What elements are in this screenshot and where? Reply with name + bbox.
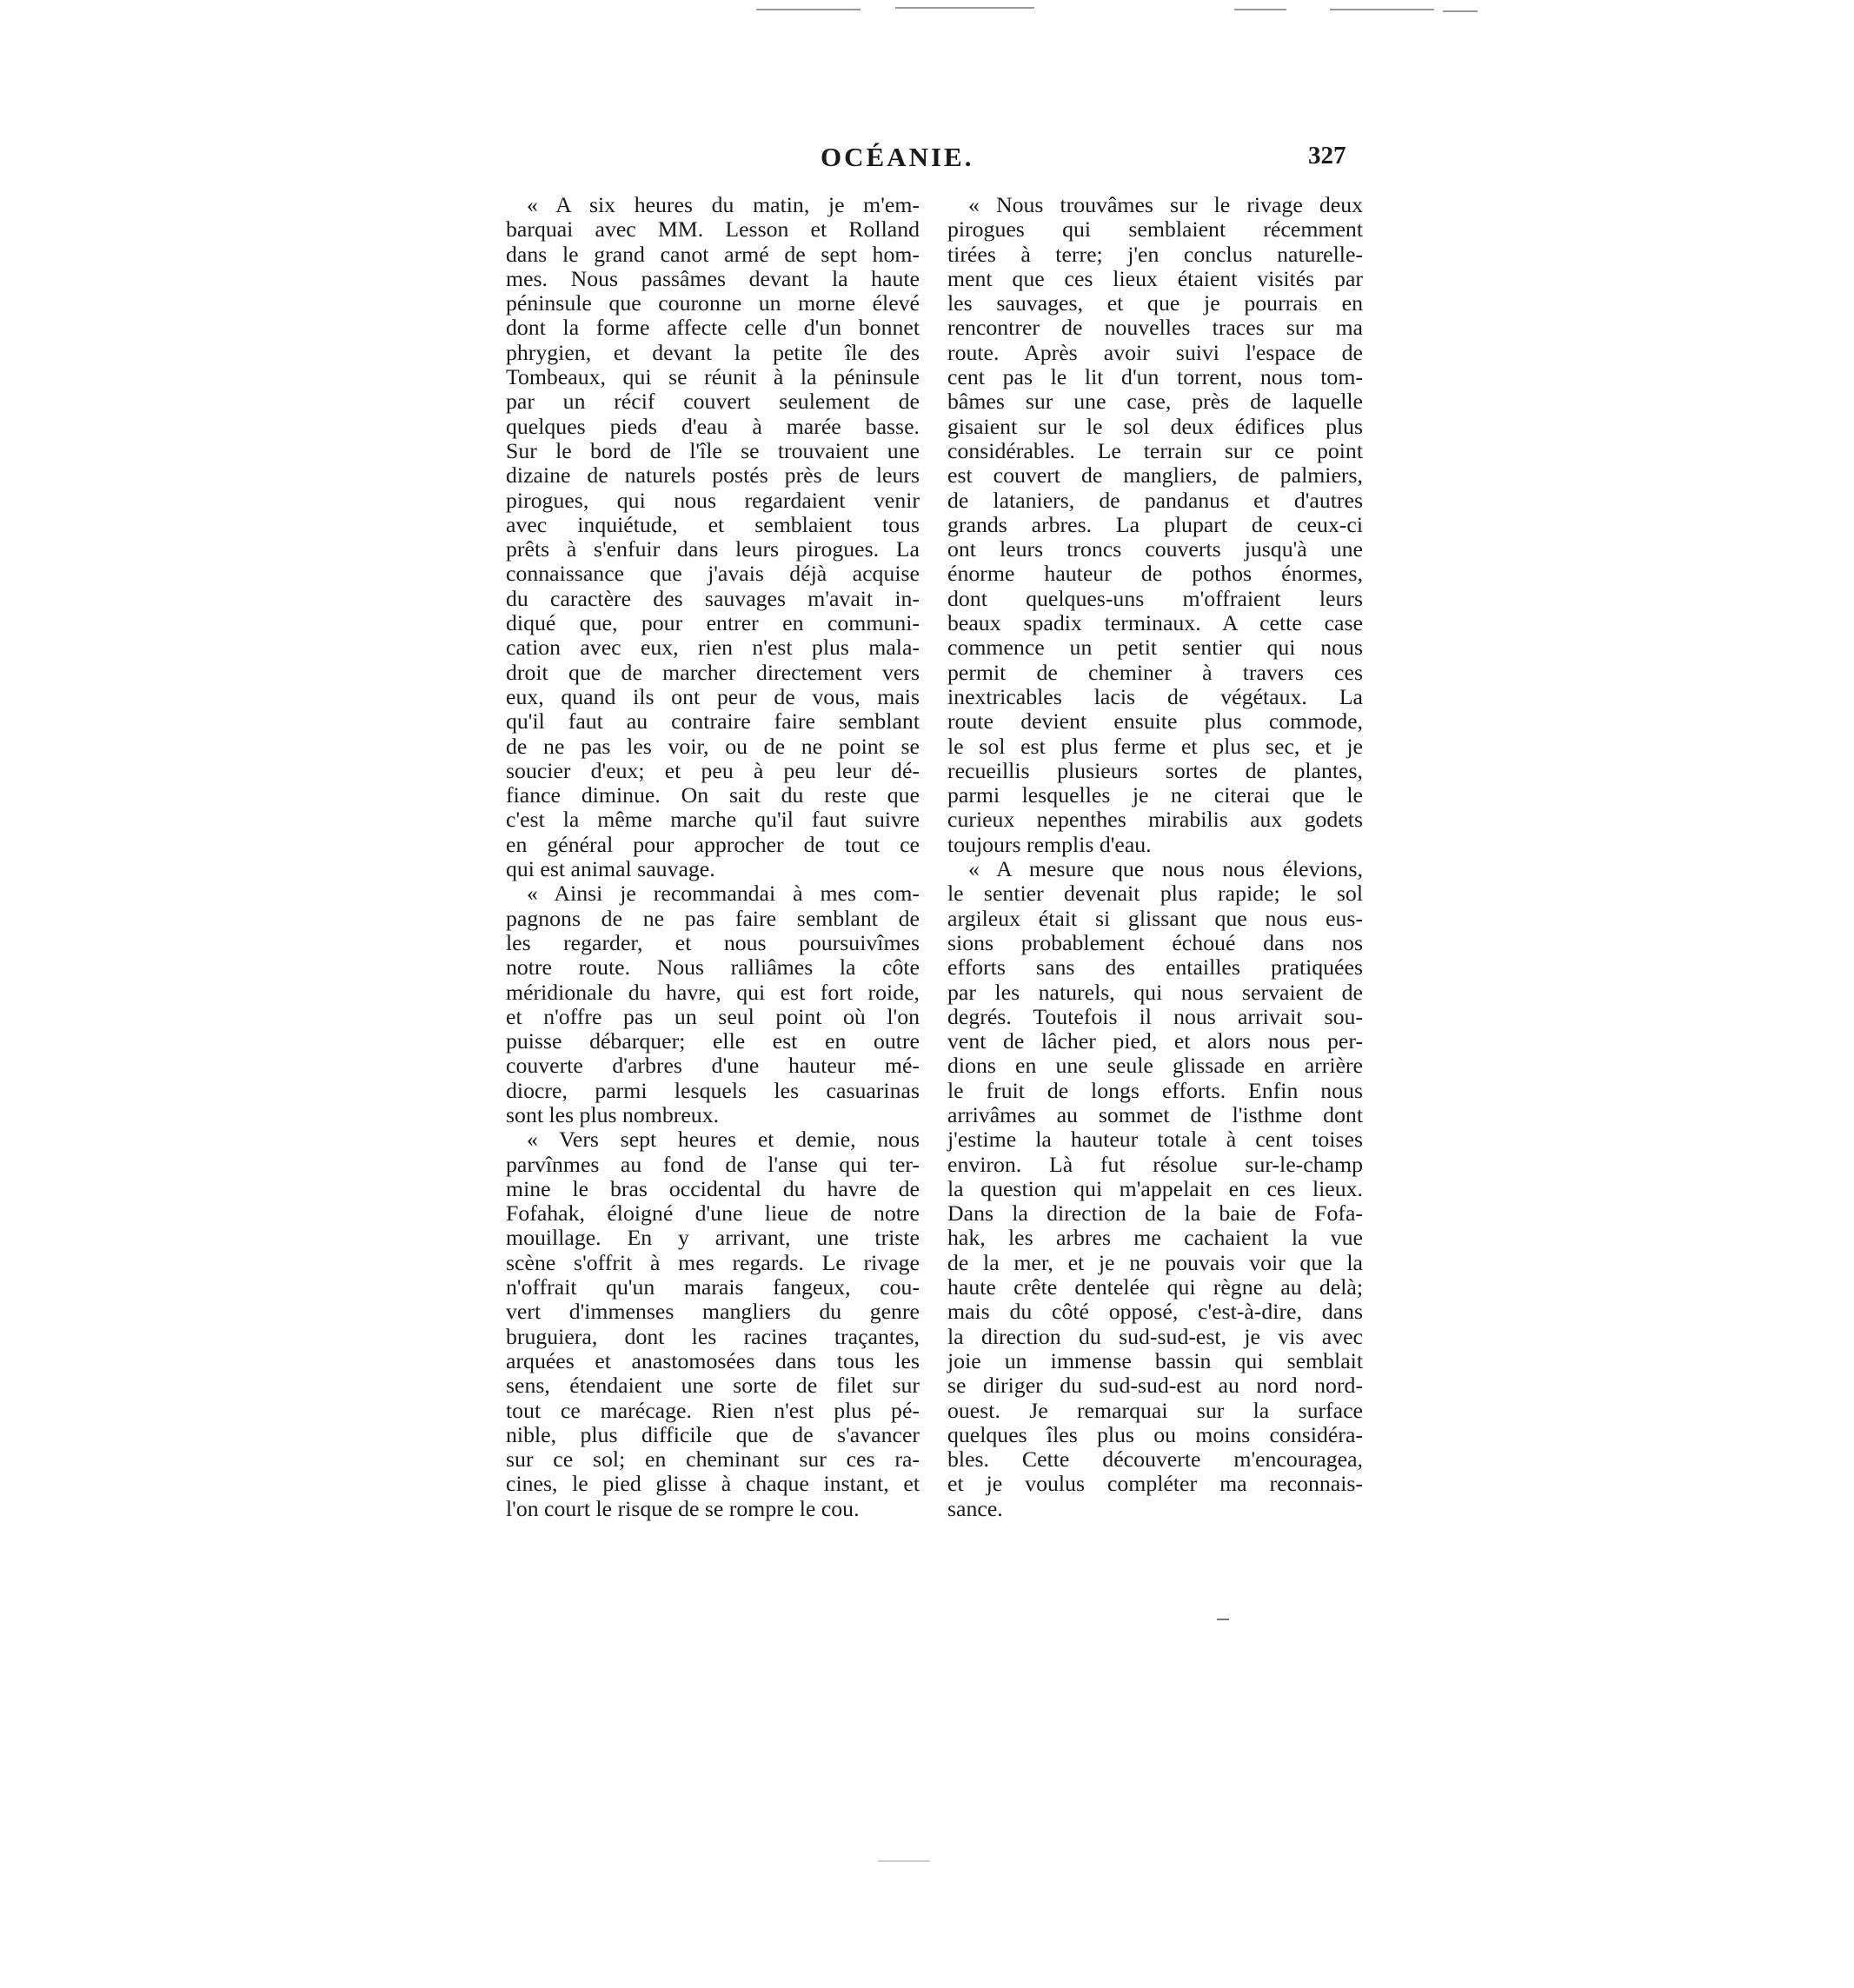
text-line: « Ainsi je recommandai à mes com- [527, 881, 920, 907]
text-line: Sur le bord de l'île se trouvaient une [506, 437, 920, 463]
text-line: par un récif couvert seulement de [506, 389, 920, 415]
text-column-right [947, 193, 1363, 1521]
text-line: ment que ces lieux étaient visités par [947, 265, 1363, 291]
text-line: gisaient sur le sol deux édifices plus [947, 413, 1363, 439]
text-line: dont quelques-uns m'offraient leurs [947, 585, 1363, 611]
text-line: ont leurs troncs couverts jusqu'à une [947, 536, 1363, 562]
text-line: tout ce marécage. Rien n'est plus pé- [506, 1397, 920, 1423]
text-line: arquées et anastomosées dans tous les [506, 1347, 920, 1373]
text-line: nible, plus difficile que de s'avancer [506, 1421, 920, 1447]
text-line: Tombeaux, qui se réunit à la péninsule [506, 364, 920, 390]
text-line: dizaine de naturels postés près de leurs [506, 462, 920, 489]
text-line: fiance diminue. On sait du reste que [506, 782, 920, 808]
text-line: la question qui m'appelait en ces lieux. [947, 1175, 1363, 1201]
text-line: « A six heures du matin, je m'em- [527, 192, 920, 217]
text-line: quelques pieds d'eau à marée basse. [506, 413, 920, 439]
text-line: dions en une seule glissade en arrière [947, 1053, 1363, 1079]
text-line: rencontrer de nouvelles traces sur ma [947, 315, 1363, 341]
text-line: argileux était si glissant que nous eus- [947, 905, 1363, 931]
text-line: les regarder, et nous poursuivîmes [506, 929, 920, 955]
text-line: environ. Là fut résolue sur-le-champ [947, 1151, 1363, 1177]
text-line: ouest. Je remarquai sur la surface [947, 1397, 1363, 1423]
text-line: Dans la direction de la baie de Fofa- [947, 1200, 1363, 1227]
text-line: commence un petit sentier qui nous [947, 635, 1363, 661]
text-line: sions probablement échoué dans nos [947, 929, 1363, 955]
text-line: de la mer, et je ne pouvais voir que la [947, 1249, 1363, 1275]
text-line: de lataniers, de pandanus et d'autres [947, 487, 1363, 513]
text-line: sance. [947, 1495, 1003, 1521]
text-line: le sol est plus ferme et plus sec, et je [947, 733, 1363, 759]
text-line: Fofahak, éloigné d'une lieue de notre [506, 1200, 920, 1227]
text-line: barquai avec MM. Lesson et Rolland [506, 216, 920, 243]
text-line: droit que de marcher directement vers [506, 659, 920, 685]
text-line: pirogues, qui nous regardaient venir [506, 487, 920, 513]
scan-artifact-top-2 [895, 7, 1034, 9]
text-line: les sauvages, et que je pourrais en [947, 290, 1363, 316]
text-line: du caractère des sauvages m'avait in- [506, 585, 920, 611]
text-line: le fruit de longs efforts. Enfin nous [947, 1077, 1363, 1103]
text-line: couverte d'arbres d'une hauteur mé- [506, 1053, 920, 1079]
text-line: scène s'offrit à mes regards. Le rivage [506, 1249, 920, 1275]
text-line: n'offrait qu'un marais fangeux, cou- [506, 1274, 920, 1300]
text-line: tirées à terre; j'en conclus naturelle- [947, 241, 1363, 267]
text-column-left [506, 193, 920, 1521]
text-line: mais du côté opposé, c'est-à-dire, dans [947, 1299, 1363, 1325]
text-line: « Nous trouvâmes sur le rivage deux [968, 192, 1363, 217]
text-line: sur ce sol; en cheminant sur ces ra- [506, 1446, 920, 1473]
text-line: méridionale du havre, qui est fort roide, [506, 979, 920, 1005]
text-line: en général pour approcher de tout ce [506, 831, 920, 857]
text-line: puisse débarquer; elle est en outre [506, 1028, 920, 1054]
text-line: inextricables lacis de végétaux. La [947, 683, 1363, 709]
text-line: efforts sans des entailles pratiquées [947, 954, 1363, 981]
text-line: mouillage. En y arrivant, une triste [506, 1225, 920, 1251]
text-line: bâmes sur une case, près de laquelle [947, 389, 1363, 415]
text-line: vert d'immenses mangliers du genre [506, 1299, 920, 1325]
text-line: grands arbres. La plupart de ceux-ci [947, 511, 1363, 537]
text-line: j'estime la hauteur totale à cent toises [947, 1127, 1363, 1153]
text-line: prêts à s'enfuir dans leurs pirogues. La [506, 536, 920, 562]
text-line: est couvert de mangliers, de palmiers, [947, 462, 1363, 489]
text-line: recueillis plusieurs sortes de plantes, [947, 757, 1363, 783]
text-line: soucier d'eux; et peu à peu leur dé- [506, 757, 920, 783]
text-line: la direction du sud-sud-est, je vis avec [947, 1323, 1363, 1349]
text-line: le sentier devenait plus rapide; le sol [947, 881, 1363, 907]
text-line: considérables. Le terrain sur ce point [947, 437, 1363, 463]
text-line: parmi lesquelles je ne citerai que le [947, 782, 1363, 808]
text-line: « A mesure que nous nous élevions, [968, 856, 1363, 882]
text-line: diocre, parmi lesquels les casuarinas [506, 1077, 920, 1103]
text-line: avec inquiétude, et semblaient tous [506, 511, 920, 537]
text-line: mine le bras occidental du havre de [506, 1175, 920, 1201]
text-line: eux, quand ils ont peur de vous, mais [506, 683, 920, 709]
text-line: notre route. Nous ralliâmes la côte [506, 954, 920, 981]
text-line: quelques îles plus ou moins considéra- [947, 1421, 1363, 1447]
text-line: route. Après avoir suivi l'espace de [947, 339, 1363, 365]
text-line: toujours remplis d'eau. [947, 831, 1152, 857]
scan-artifact-bottom-2 [1217, 1619, 1229, 1620]
text-line: dans le grand canot armé de sept hom- [506, 241, 920, 267]
page-number: 327 [1308, 142, 1346, 170]
text-line: phrygien, et devant la petite île des [506, 339, 920, 365]
text-line: pirogues qui semblaient récemment [947, 216, 1363, 243]
text-line: mes. Nous passâmes devant la haute [506, 265, 920, 291]
text-line: diqué que, pour entrer en communi- [506, 610, 920, 636]
text-line: sont les plus nombreux. [506, 1101, 720, 1127]
text-line: énorme hauteur de pothos énormes, [947, 561, 1363, 587]
text-line: curieux nepenthes mirabilis aux godets [947, 807, 1363, 833]
text-line: péninsule que couronne un morne élevé [506, 290, 920, 316]
text-line: par les naturels, qui nous servaient de [947, 979, 1363, 1005]
text-line: l'on court le risque de se rompre le cou. [506, 1495, 860, 1521]
text-line: et je voulus compléter ma reconnais- [947, 1471, 1363, 1497]
text-line: c'est la même marche qu'il faut suivre [506, 807, 920, 833]
text-line: cation avec eux, rien n'est plus mala- [506, 635, 920, 661]
text-line: hak, les arbres me cachaient la vue [947, 1225, 1363, 1251]
text-line: de ne pas les voir, ou de ne point se [506, 733, 920, 759]
text-line: bles. Cette découverte m'encouragea, [947, 1446, 1363, 1473]
scan-artifact-bottom-1 [878, 1860, 930, 1862]
text-line: permit de cheminer à travers ces [947, 659, 1363, 685]
scan-artifact-top-5 [1443, 10, 1478, 12]
text-line: « Vers sept heures et demie, nous [527, 1127, 920, 1153]
text-line: dont la forme affecte celle d'un bonnet [506, 315, 920, 341]
text-line: sens, étendaient une sorte de filet sur [506, 1373, 920, 1399]
text-line: cent pas le lit d'un torrent, nous tom- [947, 364, 1363, 390]
text-line: cines, le pied glisse à chaque instant, et [506, 1471, 920, 1497]
scan-artifact-top-1 [756, 9, 861, 10]
text-line: qu'il faut au contraire faire semblant [506, 708, 920, 735]
text-line: connaissance que j'avais déjà acquise [506, 561, 920, 587]
scan-artifact-top-3 [1234, 9, 1286, 10]
running-head-title: OCÉANIE. [821, 142, 974, 172]
text-line: joie un immense bassin qui semblait [947, 1347, 1363, 1373]
text-line: qui est animal sauvage. [506, 856, 715, 882]
text-line: degrés. Toutefois il nous arrivait sou- [947, 1003, 1363, 1029]
text-line: parvînmes au fond de l'anse qui ter- [506, 1151, 920, 1177]
text-line: pagnons de ne pas faire semblant de [506, 905, 920, 931]
text-line: et n'offre pas un seul point où l'on [506, 1003, 920, 1029]
text-line: arrivâmes au sommet de l'isthme dont [947, 1101, 1363, 1127]
text-line: bruguiera, dont les racines traçantes, [506, 1323, 920, 1349]
text-line: haute crête dentelée qui règne au delà; [947, 1274, 1363, 1300]
text-line: vent de lâcher pied, et alors nous per- [947, 1028, 1363, 1054]
scan-artifact-top-4 [1330, 9, 1434, 10]
text-line: route devient ensuite plus commode, [947, 708, 1363, 735]
text-line: se diriger du sud-sud-est au nord nord- [947, 1373, 1363, 1399]
text-line: beaux spadix terminaux. A cette case [947, 610, 1363, 636]
